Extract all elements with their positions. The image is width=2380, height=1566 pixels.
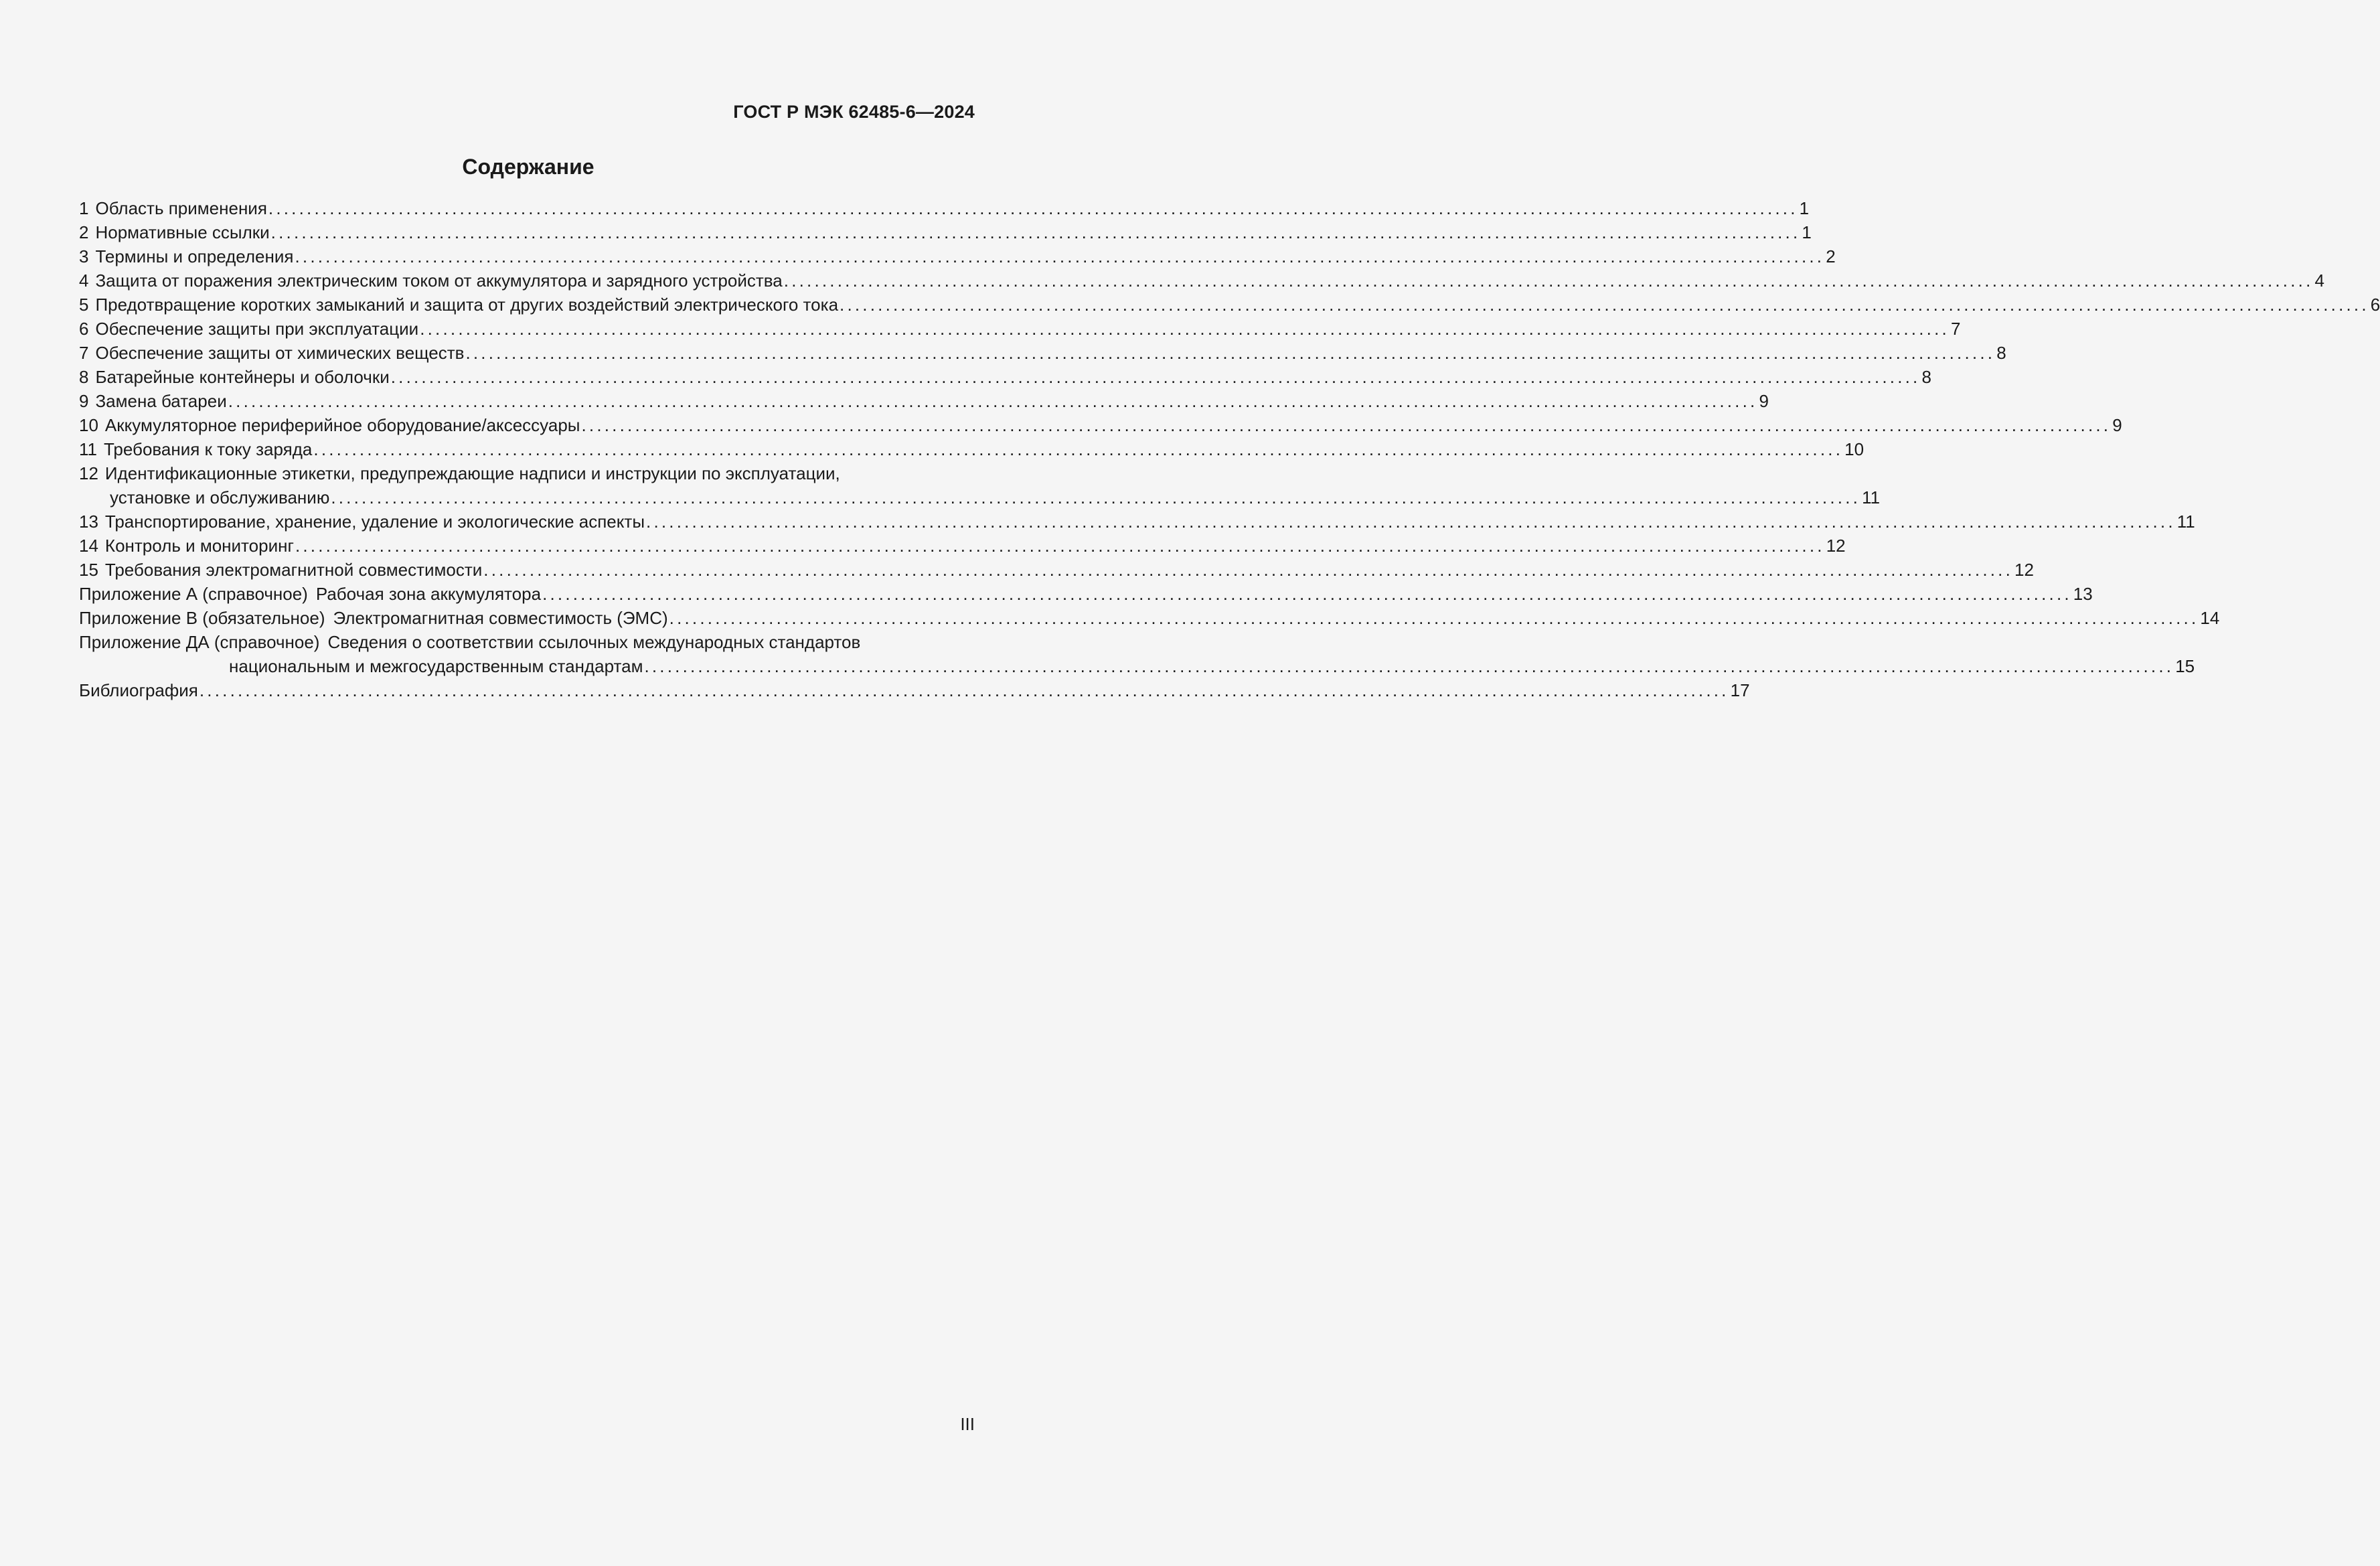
- toc-title: Содержание: [462, 155, 594, 179]
- toc-entry[interactable]: [79, 534, 1846, 558]
- toc-entry-label: Термины и определения: [95, 246, 294, 266]
- toc-entry[interactable]: [79, 268, 2324, 293]
- toc-entry[interactable]: [79, 220, 1812, 244]
- dot-leader: ........................................................................................................................................................................................................: [390, 367, 1921, 387]
- toc-appendix-entry[interactable]: [79, 606, 2220, 630]
- dot-leader: ........................................................................................................................................................................................................: [199, 680, 1729, 700]
- toc-entry-number: 4: [79, 270, 89, 291]
- toc-entry-label: Идентификационные этикетки, предупреждающие надписи и инструкции по эксплуатации,: [104, 463, 840, 483]
- toc-entry-number: 11: [79, 439, 97, 459]
- toc-entry[interactable]: [79, 244, 1836, 268]
- toc-entry-number: 6: [79, 319, 89, 339]
- dot-leader: ........................................................................................................................................................................................................: [313, 439, 1844, 459]
- dot-leader: ........................................................................................................................................................................................................: [646, 512, 2176, 532]
- toc-entry-page: 11: [1862, 487, 1881, 507]
- appendix-prefix: Приложение В (обязательное): [79, 608, 325, 628]
- appendix-title: Электромагнитная совместимость (ЭМС): [333, 608, 668, 628]
- toc-entry-label: Обеспечение защиты при эксплуатации: [95, 319, 419, 339]
- dot-leader: ........................................................................................................................................................................................................: [268, 198, 1798, 218]
- toc-entry-label: Батарейные контейнеры и оболочки: [95, 367, 390, 387]
- dot-leader: ........................................................................................................................................................................................................: [483, 560, 2014, 580]
- toc-entry[interactable]: [79, 365, 1931, 389]
- toc-entry-page: 6: [2370, 295, 2380, 315]
- toc-entry[interactable]: [79, 461, 975, 485]
- toc-entry-number: 1: [79, 198, 89, 218]
- dot-leader: ........................................................................................................................................................................................................: [270, 222, 1801, 242]
- dot-leader: ........................................................................................................................................................................................................: [644, 656, 2174, 676]
- dot-leader: ........................................................................................................................................................................................................: [581, 415, 2112, 435]
- toc-entry-page: 13: [2073, 584, 2093, 604]
- table-of-contents: [79, 196, 2380, 702]
- toc-entry[interactable]: [79, 341, 2006, 365]
- toc-appendix-entry[interactable]: [79, 582, 2093, 606]
- toc-entry-page: 8: [1921, 367, 1931, 387]
- toc-entry[interactable]: [79, 558, 2034, 582]
- toc-entry-number: 9: [79, 391, 89, 411]
- toc-entry-page: 14: [2200, 608, 2220, 628]
- appendix-title-continued: национальным и межгосударственным стандартам: [229, 656, 643, 676]
- dot-leader: ........................................................................................................................................................................................................: [669, 608, 2199, 628]
- dot-leader: ........................................................................................................................................................................................................: [295, 536, 1825, 556]
- appendix-title: Сведения о соответствии ссылочных международных стандартов: [327, 632, 861, 652]
- dot-leader: ........................................................................................................................................................................................................: [295, 246, 1825, 266]
- dot-leader: ........................................................................................................................................................................................................: [542, 584, 2072, 604]
- toc-entry-label: Область применения: [95, 198, 267, 218]
- toc-entry-page: 1: [1799, 198, 1810, 218]
- toc-entry-number: 7: [79, 343, 89, 363]
- toc-entry-label: Аккумуляторное периферийное оборудование/аксессуары: [104, 415, 580, 435]
- dot-leader: ........................................................................................................................................................................................................: [420, 319, 1950, 339]
- appendix-prefix: Приложение А (справочное): [79, 584, 308, 604]
- toc-entry[interactable]: [79, 389, 1769, 413]
- toc-entry[interactable]: [79, 413, 2122, 437]
- toc-entry-page: 7: [1950, 319, 1961, 339]
- toc-entry-label: Предотвращение коротких замыканий и защита от других воздействий электрического тока: [95, 295, 839, 315]
- toc-entry-number: 13: [79, 512, 98, 532]
- dot-leader: ........................................................................................................................................................................................................: [465, 343, 1996, 363]
- toc-entry[interactable]: [79, 317, 1961, 341]
- toc-entry[interactable]: [79, 437, 1865, 461]
- toc-entry-number: 14: [79, 536, 98, 556]
- toc-entry-label: Транспортирование, хранение, удаление и экологические аспекты: [104, 512, 645, 532]
- toc-entry-number: 3: [79, 246, 89, 266]
- toc-entry-page: 10: [1844, 439, 1865, 459]
- dot-leader: ........................................................................................................................................................................................................: [783, 270, 2314, 291]
- toc-bibliography-entry[interactable]: [79, 678, 1750, 702]
- toc-entry-page: 9: [1759, 391, 1769, 411]
- toc-entry-continuation[interactable]: [79, 485, 1881, 510]
- toc-entry-page: 1: [1802, 222, 1812, 242]
- toc-entry-label: Обеспечение защиты от химических веществ: [95, 343, 465, 363]
- toc-entry-number: 5: [79, 295, 89, 315]
- dot-leader: ........................................................................................................................................................................................................: [228, 391, 1758, 411]
- toc-entry-page: 17: [1730, 680, 1750, 700]
- toc-entry-number: 8: [79, 367, 89, 387]
- toc-entry-page: 12: [1826, 536, 1846, 556]
- toc-entry-label: Нормативные ссылки: [95, 222, 270, 242]
- toc-appendix-entry[interactable]: [79, 630, 975, 654]
- toc-entry-page: 4: [2314, 270, 2324, 291]
- toc-entry-page: 9: [2112, 415, 2122, 435]
- toc-entry-label: Замена батареи: [95, 391, 227, 411]
- toc-entry-page: 2: [1826, 246, 1836, 266]
- toc-entry-label: Требования к току заряда: [104, 439, 313, 459]
- toc-appendix-continuation[interactable]: [79, 654, 2195, 678]
- toc-entry-label: Требования электромагнитной совместимости: [104, 560, 483, 580]
- toc-entry-label: Контроль и мониторинг: [104, 536, 294, 556]
- dot-leader: ........................................................................................................................................................................................................: [331, 487, 1861, 507]
- toc-entry-page: 12: [2014, 560, 2034, 580]
- toc-entry[interactable]: [79, 510, 2195, 534]
- toc-entry-number: 12: [79, 463, 98, 483]
- page-number: III: [960, 1414, 975, 1434]
- appendix-title: Рабочая зона аккумулятора: [315, 584, 542, 604]
- toc-entry-number: 10: [79, 415, 98, 435]
- dot-leader: ........................................................................................................................................................................................................: [840, 295, 2369, 315]
- toc-entry[interactable]: [79, 293, 2380, 317]
- toc-entry-label-continued: установке и обслуживанию: [110, 487, 330, 507]
- toc-entry-page: 11: [2176, 512, 2195, 532]
- toc-entry-page: 15: [2175, 656, 2195, 676]
- appendix-prefix: Приложение ДА (справочное): [79, 632, 320, 652]
- toc-entry-page: 8: [1996, 343, 2006, 363]
- toc-entry-number: 15: [79, 560, 98, 580]
- toc-entry[interactable]: [79, 196, 1810, 220]
- document-code: ГОСТ Р МЭК 62485-6—2024: [733, 102, 975, 122]
- toc-entry-label: Защита от поражения электрическим током от аккумулятора и зарядного устройства: [95, 270, 783, 291]
- toc-entry-number: 2: [79, 222, 89, 242]
- bibliography-label: Библиография: [79, 680, 198, 700]
